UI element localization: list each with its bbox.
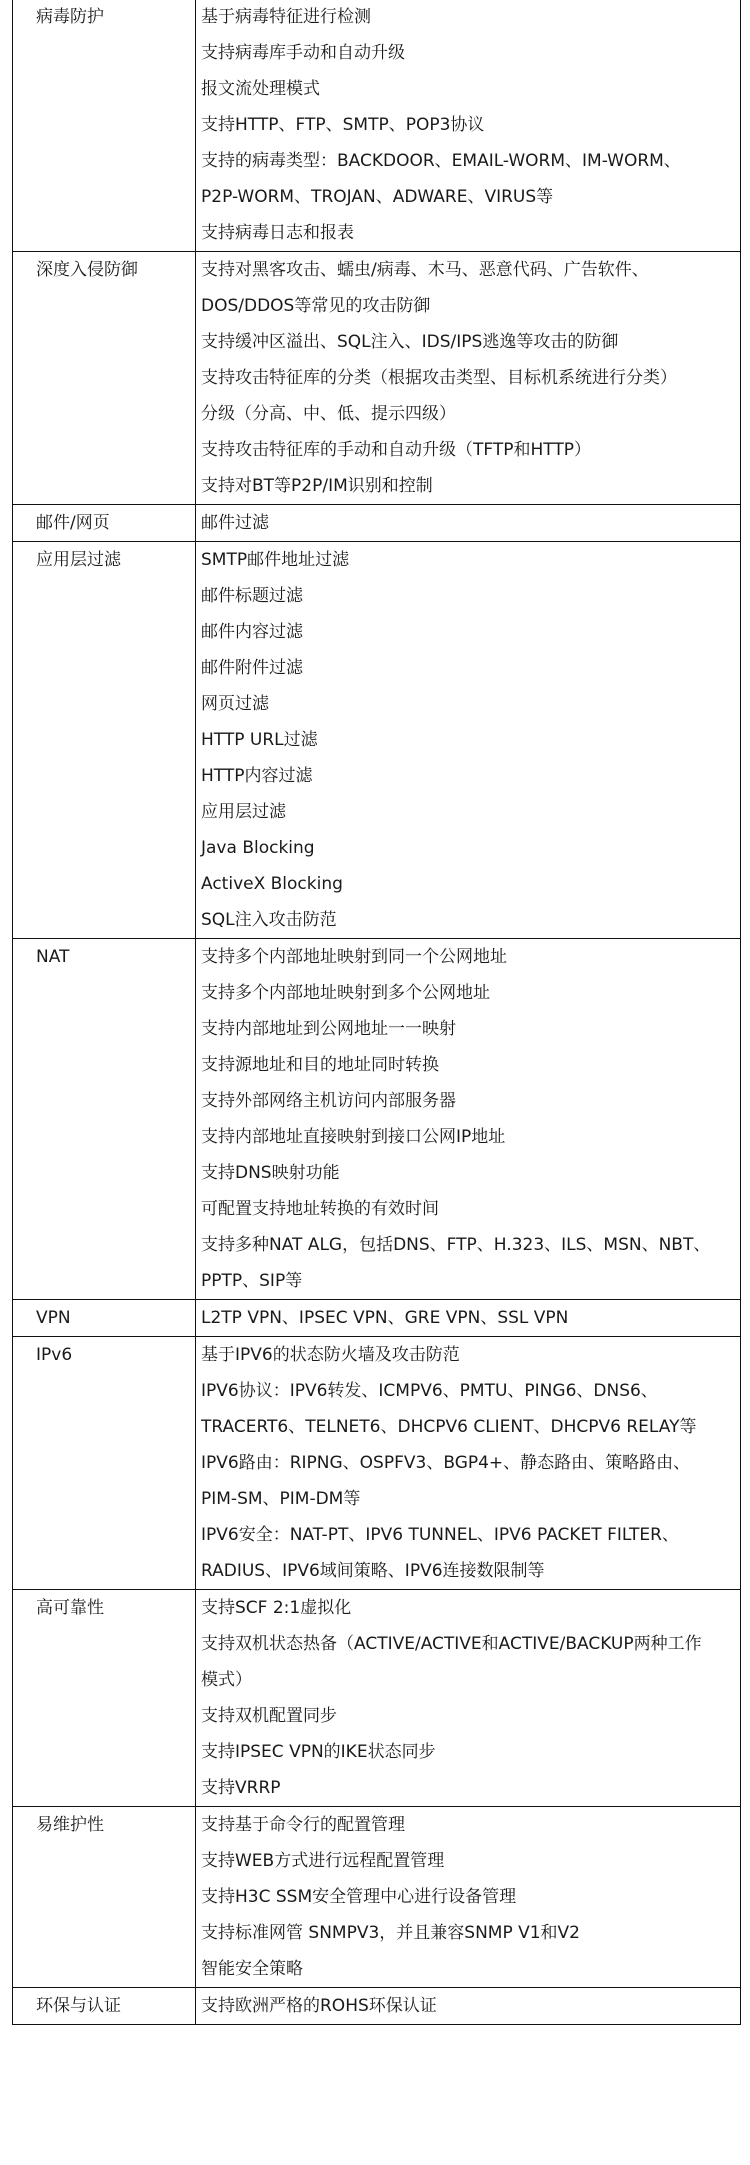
feature-line: 邮件内容过滤 [201, 622, 303, 642]
feature-line: PIM-SM、PIM-DM等 [201, 1489, 361, 1509]
feature-cell [196, 1337, 741, 1590]
feature-line: 智能安全策略 [201, 1959, 303, 1979]
category-cell: VPN [13, 1300, 196, 1337]
feature-line: 支持病毒库手动和自动升级 [201, 43, 405, 63]
feature-line: 支持双机状态热备（ACTIVE/ACTIVE和ACTIVE/BACKUP两种工作 [201, 1634, 702, 1654]
feature-line: HTTP URL过滤 [201, 730, 318, 750]
feature-line: 支持双机配置同步 [201, 1706, 337, 1726]
feature-cell [196, 1807, 741, 1988]
feature-line: 支持VRRP [201, 1778, 281, 1798]
category-cell: 环保与认证 [13, 1988, 196, 2025]
feature-line: IPV6安全：NAT-PT、IPV6 TUNNEL、IPV6 PACKET FILTER、 [201, 1525, 679, 1545]
feature-line: 支持内部地址直接映射到接口公网IP地址 [201, 1127, 506, 1147]
feature-line: 支持H3C SSM安全管理中心进行设备管理 [201, 1887, 517, 1907]
feature-line: 支持标准网管 SNMPV3，并且兼容SNMP V1和V2 [201, 1923, 580, 1943]
category-cell: 高可靠性 [13, 1590, 196, 1807]
feature-line: 支持攻击特征库的手动和自动升级（TFTP和HTTP） [201, 440, 592, 460]
feature-line: 邮件标题过滤 [201, 586, 303, 606]
feature-line: RADIUS、IPV6域间策略、IPV6连接数限制等 [201, 1561, 545, 1581]
feature-line: IPV6协议：IPV6转发、ICMPV6、PMTU、PING6、DNS6、 [201, 1381, 658, 1401]
feature-line: HTTP内容过滤 [201, 766, 313, 786]
feature-cell [196, 1988, 741, 2025]
feature-line: 支持基于命令行的配置管理 [201, 1815, 405, 1835]
spec-row [13, 1988, 741, 2025]
feature-line: SQL注入攻击防范 [201, 910, 337, 930]
feature-line: 网页过滤 [201, 694, 269, 714]
feature-cell [196, 939, 741, 1300]
feature-cell [196, 505, 741, 542]
feature-cell [196, 542, 741, 939]
spec-row [13, 0, 741, 252]
feature-line: 邮件附件过滤 [201, 658, 303, 678]
feature-line: 支持攻击特征库的分类（根据攻击类型、目标机系统进行分类） [201, 368, 677, 388]
feature-line: 支持对黑客攻击、蠕虫/病毒、木马、恶意代码、广告软件、 [201, 260, 649, 280]
feature-cell [196, 0, 741, 252]
feature-cell [196, 252, 741, 505]
spec-table-body [13, 0, 741, 2025]
spec-row [13, 542, 741, 939]
feature-line: 应用层过滤 [201, 802, 286, 822]
feature-line: 支持病毒日志和报表 [201, 223, 354, 243]
category-cell: 邮件/网页 [13, 505, 196, 542]
feature-line: 支持DNS映射功能 [201, 1163, 340, 1183]
spec-row [13, 1337, 741, 1590]
feature-line: 支持IPSEC VPN的IKE状态同步 [201, 1742, 436, 1762]
feature-line: 支持多个内部地址映射到多个公网地址 [201, 983, 490, 1003]
feature-cell [196, 1300, 741, 1337]
category-cell: 病毒防护 [13, 0, 196, 252]
feature-line: 支持对BT等P2P/IM识别和控制 [201, 476, 433, 496]
feature-cell [196, 1590, 741, 1807]
feature-line: 基于IPV6的状态防火墙及攻击防范 [201, 1345, 460, 1365]
feature-line: SMTP邮件地址过滤 [201, 550, 350, 570]
feature-line: ActiveX Blocking [201, 874, 343, 894]
feature-line: 支持欧洲严格的ROHS环保认证 [201, 1996, 437, 2016]
feature-line: 支持WEB方式进行远程配置管理 [201, 1851, 445, 1871]
spec-row [13, 1590, 741, 1807]
feature-line: 模式） [201, 1670, 252, 1690]
category-cell: NAT [13, 939, 196, 1300]
category-cell: 易维护性 [13, 1807, 196, 1988]
feature-line: 支持的病毒类型：BACKDOOR、EMAIL-WORM、IM-WORM、 [201, 151, 681, 171]
feature-line: 支持源地址和目的地址同时转换 [201, 1055, 439, 1075]
feature-line: 支持SCF 2:1虚拟化 [201, 1598, 352, 1618]
feature-line: P2P-WORM、TROJAN、ADWARE、VIRUS等 [201, 187, 554, 207]
feature-line: 可配置支持地址转换的有效时间 [201, 1199, 439, 1219]
spec-row [13, 939, 741, 1300]
category-cell: 深度入侵防御 [13, 252, 196, 505]
spec-row [13, 505, 741, 542]
spec-row [13, 1300, 741, 1337]
category-cell: IPv6 [13, 1337, 196, 1590]
feature-line: 支持外部网络主机访问内部服务器 [201, 1091, 456, 1111]
feature-line: 报文流处理模式 [201, 79, 320, 99]
feature-line: 支持多种NAT ALG，包括DNS、FTP、H.323、ILS、MSN、NBT、 [201, 1235, 711, 1255]
feature-line: IPV6路由：RIPNG、OSPFV3、BGP4+、静态路由、策略路由、 [201, 1453, 691, 1473]
spec-row [13, 252, 741, 505]
feature-line: 基于病毒特征进行检测 [201, 7, 371, 27]
category-cell: 应用层过滤 [13, 542, 196, 939]
spec-table [12, 0, 741, 2025]
feature-line: DOS/DDOS等常见的攻击防御 [201, 296, 431, 316]
feature-line: TRACERT6、TELNET6、DHCPV6 CLIENT、DHCPV6 RELAY等 [201, 1417, 697, 1437]
feature-line: Java Blocking [201, 838, 315, 858]
feature-line: 支持多个内部地址映射到同一个公网地址 [201, 947, 507, 967]
feature-line: 分级（分高、中、低、提示四级） [201, 404, 456, 424]
feature-line: PPTP、SIP等 [201, 1271, 303, 1291]
feature-line: 支持内部地址到公网地址一一映射 [201, 1019, 456, 1039]
spec-row [13, 1807, 741, 1988]
feature-line: 邮件过滤 [201, 513, 269, 533]
feature-line: L2TP VPN、IPSEC VPN、GRE VPN、SSL VPN [201, 1308, 569, 1328]
feature-line: 支持HTTP、FTP、SMTP、POP3协议 [201, 115, 485, 135]
feature-line: 支持缓冲区溢出、SQL注入、IDS/IPS逃逸等攻击的防御 [201, 332, 619, 352]
